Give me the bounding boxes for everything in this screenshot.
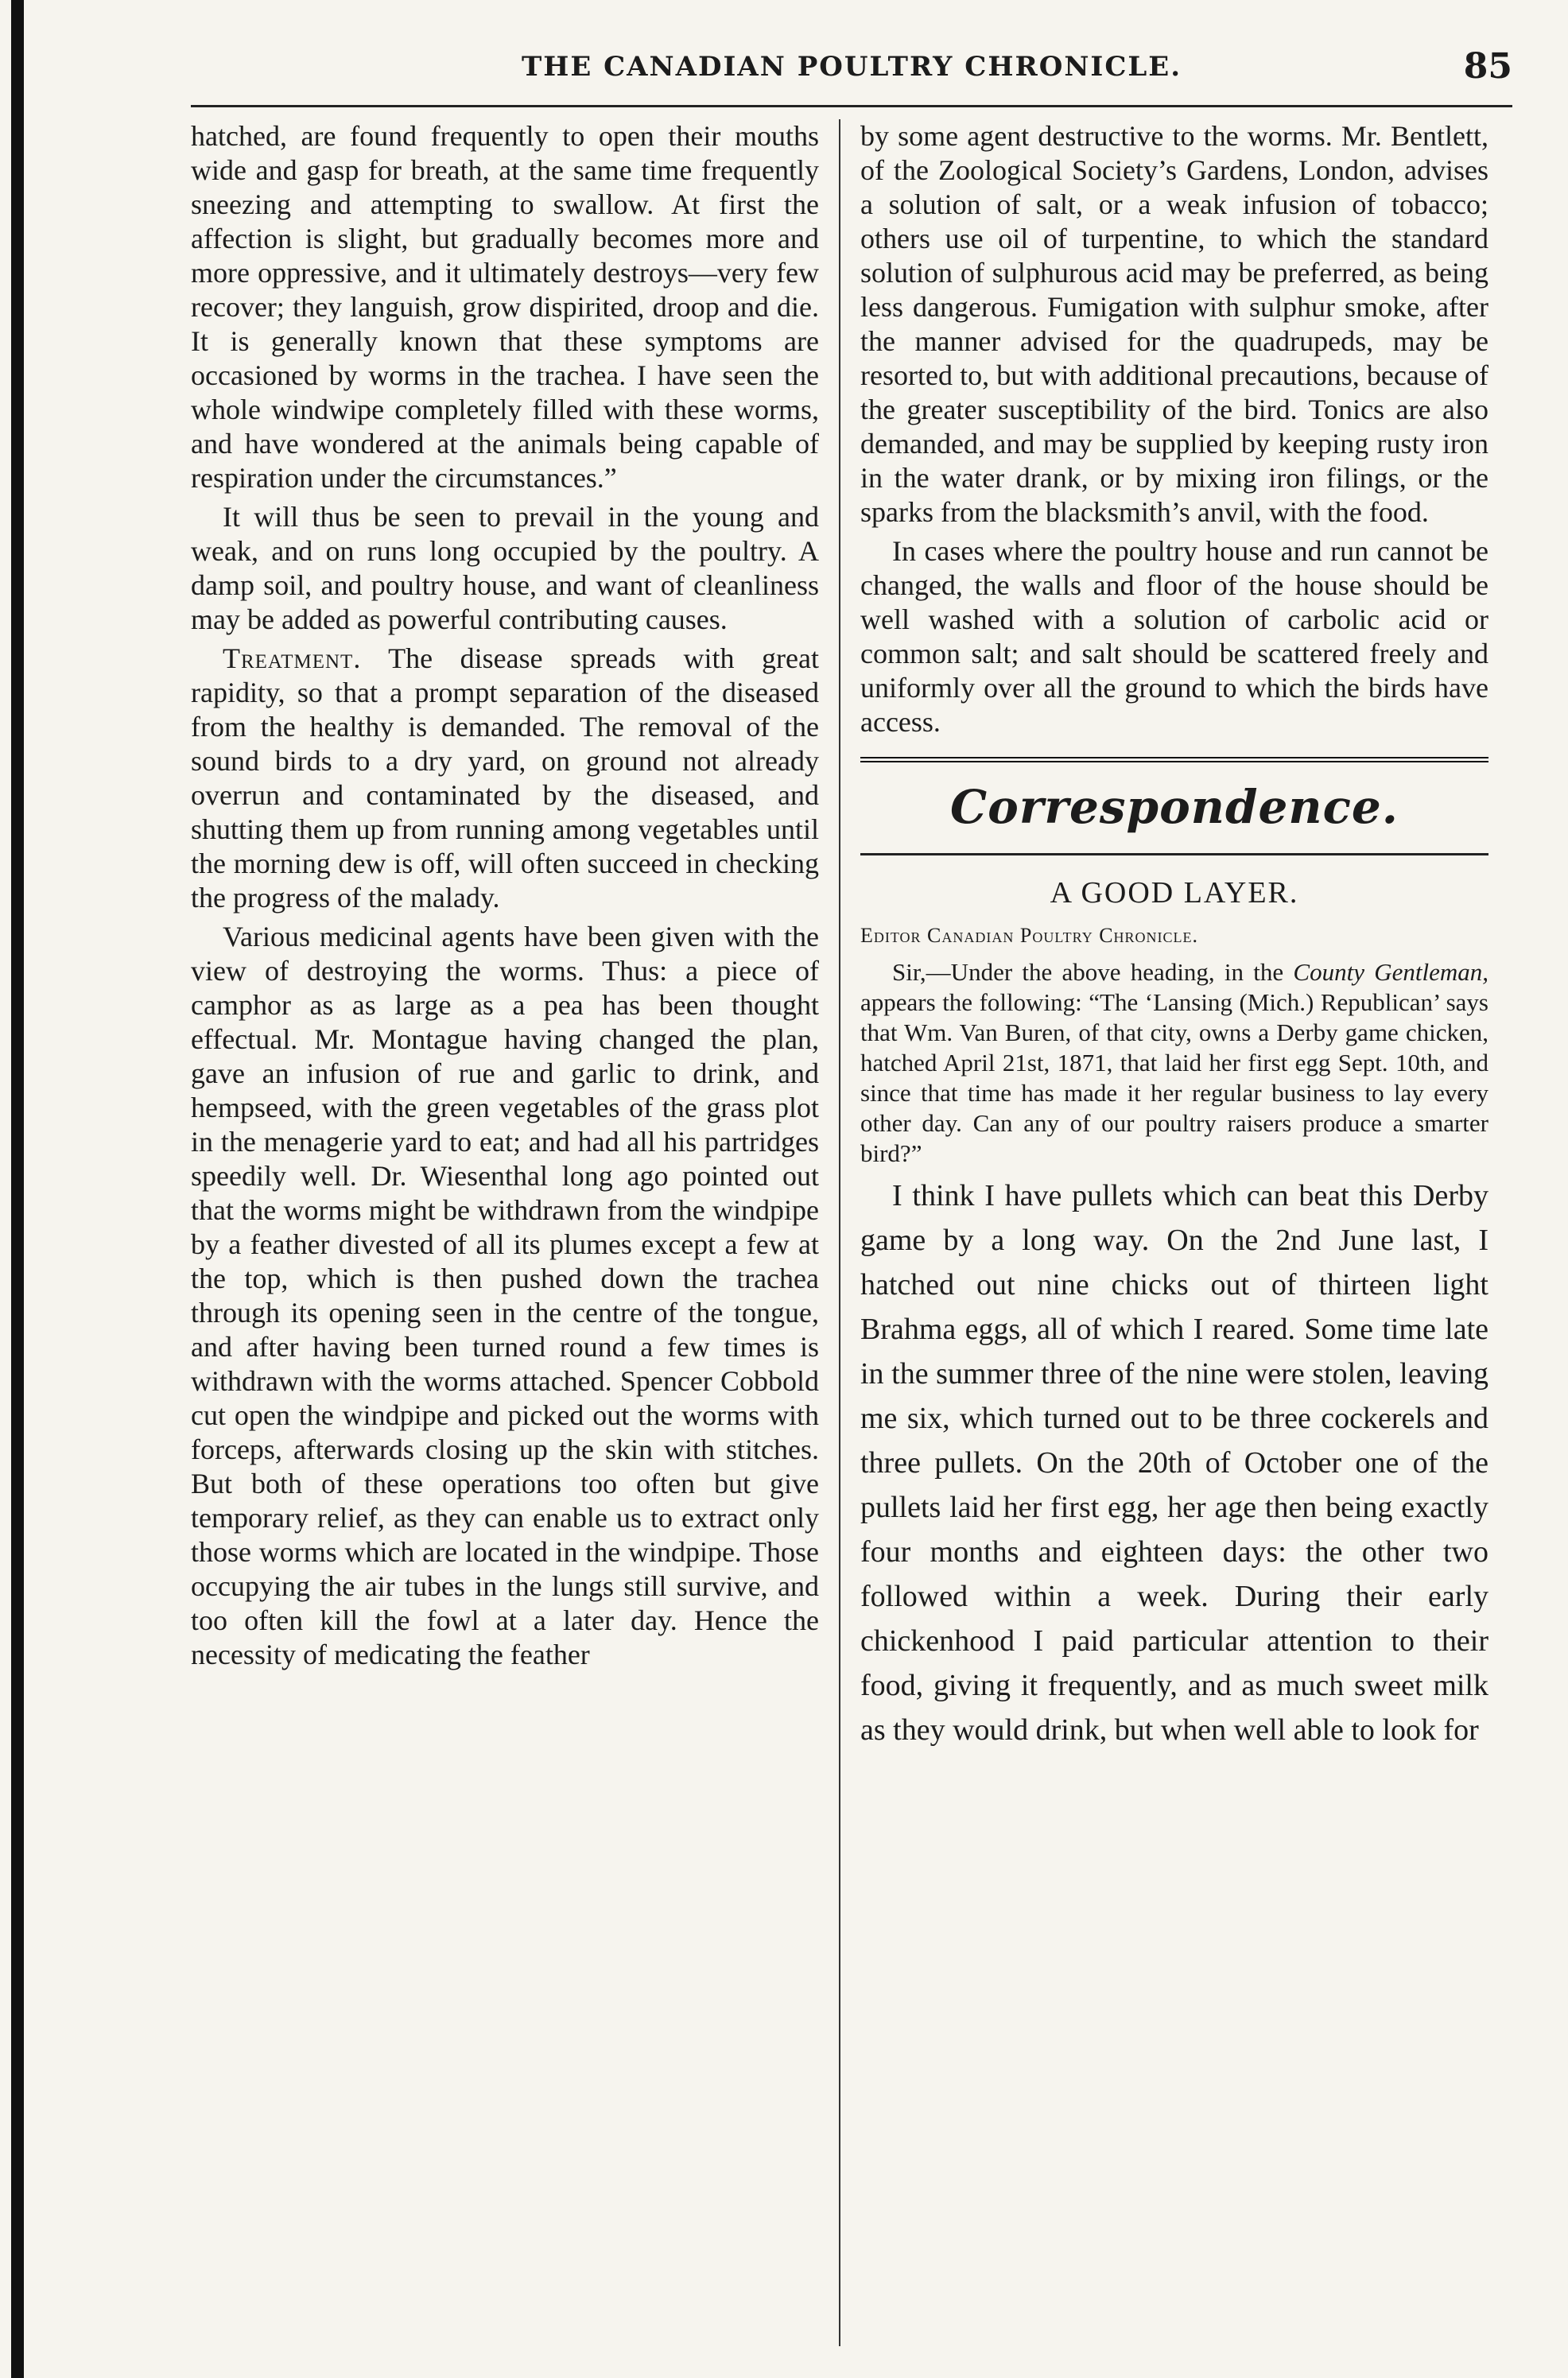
column-divider [839, 119, 840, 2346]
page-header [191, 46, 1512, 94]
paragraph: by some agent destructive to the worms. Mr. Bentlett, of the Zoological Society’s Gardens, London, advises a solution of salt, or a weak infusion of tobacco; others use oil of turpentine, to which the standard solution of sulphurous acid may be preferred, as being less dangerous. Fumigation with sulphur smoke, after the manner advised for the quadrupeds, may be resorted to, but with additional precautions, because of the greater susceptibility of the bird. Tonics are also demanded, and may be supplied by keeping rusty iron in the water drank, or by mixing iron filings, or the sparks from the blacksmith’s anvil, with the food. [860, 120, 1488, 528]
paragraph: hatched, are found frequently to open their mouths wide and gasp for breath, at the same time frequently sneezing and attempting to swallow. At first the affection is slight, but gradually becomes more and more oppressive, and it ultimately destroys—very few recover; they languish, grow dispirited, droop and die. It is generally known that these symptoms are occasioned by worms in the trachea. I have seen the whole windwipe completely filled with these worms, and have wondered at the animals being capable of respiration under the circumstances.” [191, 120, 819, 494]
header-rule [191, 105, 1512, 107]
book-spine-edge [0, 0, 38, 2378]
letter-title: A GOOD LAYER. [1050, 876, 1299, 910]
paragraph: It will thus be seen to prevail in the young and weak, and on runs long occupied by the poultry. A damp soil, and poultry house, and want of cleanliness may be added as powerful contributing causes. [191, 501, 819, 635]
letter-quote: appears the following: “The ‘Lansing (Mich.) Republican’ says that Wm. Van Buren, of that city, owns a Derby game chicken, hatched April 21st, 1871, that laid her first egg Sept. 10th, and since that time has made it her regular business to lay every other day. Can any of our poultry raisers produce a smarter bird?” [860, 988, 1488, 1167]
paragraph-treatment [191, 642, 819, 915]
letter-source: County Gentleman, [1293, 958, 1488, 986]
section-rule-top [860, 757, 1488, 766]
left-column [191, 119, 819, 2346]
editor-line: Editor Canadian Poultry Chronicle. [860, 924, 1199, 947]
letter-opening: Sir,—Under the above heading, in the [892, 958, 1284, 986]
right-column [860, 119, 1488, 2346]
page-number: 85 [1463, 46, 1512, 87]
letter-paragraph [860, 957, 1488, 1169]
paragraph: Various medicinal agents have been given with the view of destroying the worms. Thus: a piece of camphor as as large as a pea has been thought effectual. Mr. Montague having changed the plan, gave an infusion of rue and garlic to drink, and hempseed, with the green vegetables of the grass plot in the menagerie yard to eat; and had all his partridges speedily well. Dr. Wiesenthal long ago pointed out that the worms might be withdrawn from the windpipe by a feather divested of all its plumes except a few at the top, which is then pushed down the trachea through its opening seen in the centre of the tongue, and after having been turned round a few times is withdrawn with the worms attached. Spencer Cobbold cut open the windpipe and picked out the worms with forceps, afterwards closing up the skin with stitches. But both of these operations too often but give temporary relief, as they can enable us to extract only those worms which are located in the windpipe. Those occupying the air tubes in the lungs still survive, and too often kill the fowl at a later day. Hence the necessity of medicating the feather [191, 921, 819, 1670]
running-title: THE CANADIAN POULTRY CHRONICLE. [521, 51, 1182, 83]
paragraph-text: The disease spreads with great rapidity, so that a prompt separation of the diseased from the healthy is demanded. The removal of the sound birds to a dry yard, on ground not already overrun and contaminated by the diseased, and shutting them up from running among vegetables until the morning dew is off, will often succeed in checking the progress of the malady. [191, 642, 819, 914]
letter-paragraph: I think I have pullets which can beat this Derby game by a long way. On the 2nd June last, I hatched out nine chicks out of thirteen light Brahma eggs, all of which I reared. Some time late in the summer three of the nine were stolen, leaving me six, which turned out to be three cockerels and three pullets. On the 20th of October one of the pullets laid her first egg, her age then being exactly four months and eighteen days: the other two followed within a week. During their early chickenhood I paid particular attention to their food, giving it frequently, and as much sweet milk as they would drink, but when well able to look for [860, 1179, 1488, 1747]
treatment-heading: Treatment. [223, 642, 362, 674]
paragraph: In cases where the poultry house and run cannot be changed, the walls and floor of the house should be well washed with a solution of carbolic acid or common salt; and salt should be scattered freely and uniformly over all the ground to which the birds have access. [860, 535, 1488, 738]
section-rule-bottom [860, 853, 1488, 855]
section-title: Correspondence. [950, 780, 1399, 834]
